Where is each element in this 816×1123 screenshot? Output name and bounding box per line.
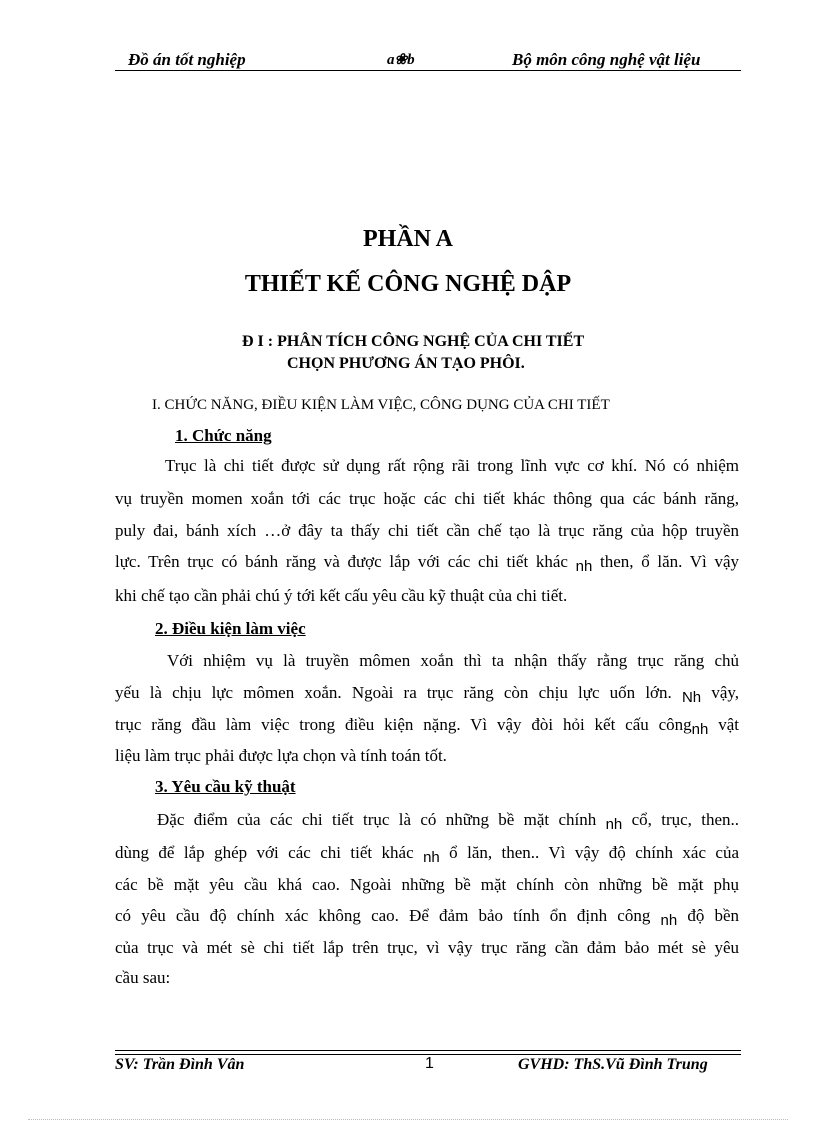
s3-line-2: dùng để lắp ghép với các chi tiết khác nh ổ lăn, then.. Vì vậy độ chính xác của	[115, 843, 739, 866]
s1-heading: 1. Chức năng	[175, 426, 272, 445]
page-bottom-edge	[28, 1119, 788, 1120]
footer-right: GVHD: ThS.Vũ Đình Trung	[518, 1056, 708, 1073]
header-right: Bộ môn công nghệ vật liệu	[512, 50, 701, 69]
s3-line-4: có yêu cầu độ chính xác không cao. Để đảm bảo tính ổn định công nh độ bền	[115, 906, 740, 929]
s1-line-1: Trục là chi tiết được sử dụng rất rộng rãi trong lĩnh vực cơ khí. Nó có nhiệm	[165, 456, 739, 475]
s2-line-4: liệu làm trục phải được lựa chọn và tính toán tốt.	[115, 746, 447, 765]
page-number: 1	[425, 1055, 434, 1072]
s3-line-6: cầu sau:	[115, 968, 171, 987]
s3-line-3: các bề mặt yêu cầu khá cao. Ngoài những bề mặt chính còn những bề mặt phụ	[115, 875, 739, 894]
s1-line-3: puly đai, bánh xích …ở đây ta thấy chi tiết cần chế tạo là trục răng của hộp truyền	[115, 521, 739, 540]
s2-line-3: trục răng đầu làm việc trong điều kiện nặng. Vì vậy đòi hỏi kết cấu côngnh vật	[115, 715, 739, 738]
s3-heading: 3. Yêu cầu kỹ thuật	[155, 777, 296, 796]
s2-line-1: Với nhiệm vụ là truyền mômen xoắn thì ta nhận thấy rằng trục răng chủ	[167, 651, 739, 670]
s2-heading: 2. Điều kiện làm việc	[155, 619, 306, 638]
header-left: Đồ án tốt nghiệp	[128, 50, 246, 69]
s2-line-2: yếu là chịu lực mômen xoắn. Ngoài ra trục răng còn chịu lực uốn lớn. Nh vậy,	[115, 683, 740, 706]
header-rule	[115, 70, 741, 71]
part-title: PHẦN A	[363, 226, 453, 252]
section-heading: I. CHỨC NĂNG, ĐIỀU KIỆN LÀM VIỆC, CÔNG DỤNG CỦA CHI TIẾT	[152, 397, 610, 413]
chapter-line-1: Đ I : PHÂN TÍCH CÔNG NGHỆ CỦA CHI TIẾT	[242, 333, 585, 350]
s1-line-2: vụ truyền momen xoắn tới các trục hoặc các chi tiết khác thông qua các bánh răng,	[115, 489, 739, 508]
chapter-line-2: CHỌN PHƯƠNG ÁN TẠO PHÔI.	[287, 355, 525, 372]
footer-rule-1	[115, 1050, 741, 1051]
page-title: THIẾT KẾ CÔNG NGHỆ DẬP	[244, 271, 572, 297]
s3-line-1: Đặc điểm của các chi tiết trục là có những bề mặt chính nh cổ, trục, then..	[157, 810, 739, 833]
header-logo: a❀b	[387, 52, 415, 68]
footer-left: SV: Trần Đình Vân	[115, 1056, 245, 1073]
s1-line-5: khi chế tạo cần phải chú ý tới kết cấu yêu cầu kỹ thuật của chi tiết.	[115, 586, 568, 605]
s1-line-4: lực. Trên trục có bánh răng và được lắp với các chi tiết khác nh then, ổ lăn. Vì vậy	[115, 552, 740, 575]
s3-line-5: của trục và mét sè chi tiết lắp trên trục, vì vậy trục răng cần đảm bảo mét sè yêu	[115, 938, 739, 957]
